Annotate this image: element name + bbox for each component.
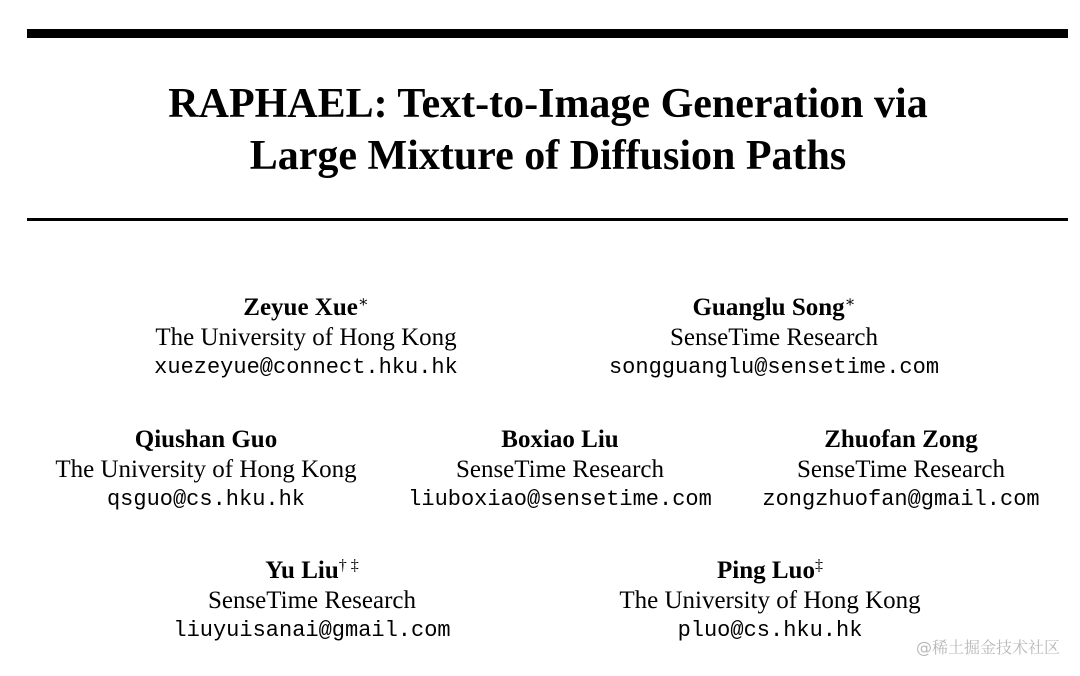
author-email: xuezeyue@connect.hku.hk	[154, 355, 458, 380]
author-affiliation: The University of Hong Kong	[155, 324, 457, 351]
author-affiliation: SenseTime Research	[796, 456, 1006, 483]
site-watermark: @稀土掘金技术社区	[915, 638, 1060, 657]
author-block	[6, 425, 406, 515]
author-email: liuyuisanai@gmail.com	[173, 618, 451, 643]
author-email: pluo@cs.hku.hk	[677, 618, 863, 643]
author-block	[570, 556, 970, 646]
author-affiliation: SenseTime Research	[455, 456, 665, 483]
author-footnote-mark: ∗	[844, 294, 856, 311]
author-footnote-mark: ‡	[814, 557, 823, 574]
author-email: songguanglu@sensetime.com	[608, 355, 940, 380]
author-affiliation: The University of Hong Kong	[55, 456, 357, 483]
author-email: liuboxiao@sensetime.com	[408, 487, 712, 512]
author-name: Zeyue Xue∗	[243, 294, 369, 321]
top-rule	[27, 29, 1068, 38]
author-name: Qiushan Guo	[134, 426, 278, 453]
author-affiliation: SenseTime Research	[669, 324, 879, 351]
author-footnote-mark: † ‡	[338, 557, 359, 574]
author-name: Guanglu Song∗	[692, 294, 856, 321]
author-name: Ping Luo‡	[717, 557, 823, 584]
author-block	[574, 293, 974, 383]
paper-title	[0, 78, 1080, 182]
author-email: qsguo@cs.hku.hk	[106, 487, 306, 512]
author-block	[106, 293, 506, 383]
author-email: zongzhuofan@gmail.com	[762, 487, 1040, 512]
title-line-1: RAPHAEL: Text-to-Image Generation via	[168, 81, 928, 127]
author-affiliation: The University of Hong Kong	[619, 587, 921, 614]
author-affiliation: SenseTime Research	[207, 587, 417, 614]
author-name: Zhuofan Zong	[824, 426, 978, 453]
author-block	[360, 425, 760, 515]
title-bottom-rule	[27, 218, 1068, 221]
title-line-2: Large Mixture of Diffusion Paths	[249, 133, 847, 179]
author-footnote-mark: ∗	[357, 294, 369, 311]
author-block	[701, 425, 1080, 515]
author-name: Boxiao Liu	[501, 426, 619, 453]
author-block	[112, 556, 512, 646]
author-name: Yu Liu† ‡	[265, 557, 359, 584]
